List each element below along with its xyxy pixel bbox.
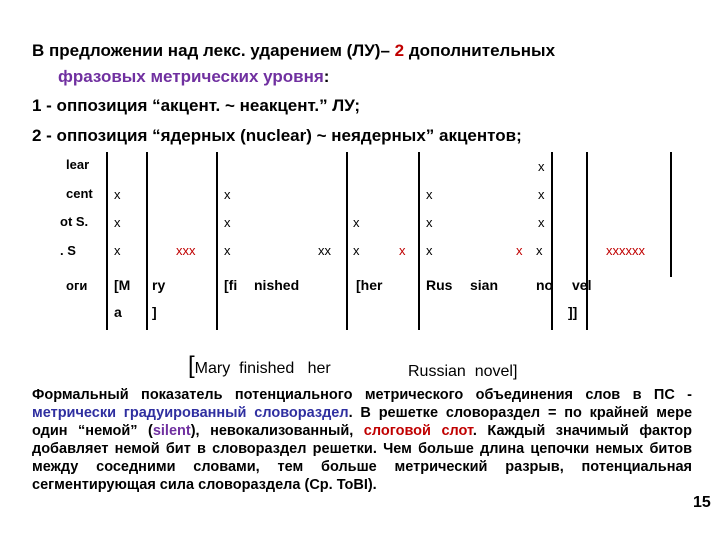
header-line-1-number: 2 — [394, 41, 405, 60]
grid-mark: x — [114, 243, 121, 258]
header-line-2 — [58, 67, 329, 87]
grid-mark: x — [353, 215, 360, 230]
grid-mark: x — [536, 243, 543, 258]
grid-mark: x — [426, 215, 433, 230]
paragraph-text: ), невокализованный, — [190, 423, 364, 439]
row-label: ot S. — [60, 214, 89, 229]
sentence-word: Mary — [194, 360, 231, 377]
paragraph-text: Формальный показатель потенциального метрического объединения слов в ПС - — [32, 387, 692, 403]
grid-mark: x — [224, 187, 231, 202]
grid-mark: xxxxxx — [606, 243, 645, 258]
grid-mark: xx — [318, 243, 331, 258]
paragraph-highlight: silent — [152, 423, 191, 439]
grid-line — [670, 152, 672, 277]
grid-mark: x — [538, 159, 545, 174]
grid-line — [586, 152, 588, 330]
grid-line — [551, 152, 553, 330]
header-line-2-end: : — [323, 67, 330, 86]
sentence-word: her — [307, 360, 331, 377]
grid-mark: x — [516, 243, 523, 258]
grid-mark: x — [538, 187, 545, 202]
sentence-word: novel] — [474, 363, 518, 380]
paragraph-text: . Каждый значимый фактор добавляет немой бит в словораздел решетки. Чем больше длина цепочки немых битов между соседними словами, тем больше метрический разрыв, потенциальная сегментирующая сила словораздела (Ср. ToBI). — [32, 423, 692, 493]
header-line-2-text: фразовых метрических уровня — [58, 67, 324, 86]
row-label: оги — [66, 278, 88, 293]
header-line-4: 2 - оппозиция “ядерных (nuclear) ~ неядерных” акцентов; — [32, 126, 522, 145]
metrical-grid — [60, 152, 672, 330]
grid-line — [418, 152, 420, 330]
grid-mark: x — [538, 215, 545, 230]
example-sentence-part2 — [408, 363, 517, 381]
syllable-token: sian — [470, 277, 499, 293]
grid-mark: x — [426, 243, 433, 258]
sentence-open-bracket: [ — [188, 352, 195, 379]
grid-line — [106, 152, 108, 330]
syllable-token: Rus — [426, 277, 453, 293]
syllable-token: [M — [114, 277, 131, 293]
grid-mark: x — [426, 187, 433, 202]
body-paragraph — [32, 386, 692, 494]
grid-mark: x — [353, 243, 360, 258]
page-number: 15 — [693, 494, 711, 511]
paragraph-highlight: слоговой слот — [363, 423, 473, 439]
syllable-token: vel — [572, 277, 592, 293]
grid-mark: x — [114, 187, 121, 202]
grid-mark: xxx — [176, 243, 196, 258]
sentence-word: finished — [239, 360, 295, 377]
header-line-3: 1 - оппозиция “акцент. ~ неакцент.” ЛУ; — [32, 96, 361, 115]
grid-line — [346, 152, 348, 330]
grid-mark: x — [224, 215, 231, 230]
header-line-1-end: дополнительных — [404, 41, 556, 60]
row-label: cent — [66, 186, 93, 201]
grid-mark: x — [399, 243, 406, 258]
syllable-token: ]] — [568, 304, 578, 320]
row-label: lear — [66, 157, 90, 172]
syllable-token: ] — [152, 304, 157, 320]
example-sentence — [188, 352, 331, 379]
paragraph-highlight: метрически градуированный словораздел — [32, 405, 349, 421]
grid-mark: x — [224, 243, 231, 258]
header-line-1-text: В предложении над лекс. ударением (ЛУ)– — [32, 41, 395, 60]
grid-line — [146, 152, 148, 330]
row-label: . S — [60, 243, 76, 258]
paragraph-text: . В решетке словораздел = по крайней мере один “немой” ( — [32, 405, 693, 439]
grid-mark: x — [114, 215, 121, 230]
sentence-word: Russian — [408, 363, 466, 380]
syllable-token: [fi — [224, 277, 238, 293]
syllable-token: no — [536, 277, 554, 293]
grid-line — [216, 152, 218, 330]
syllable-token: [her — [356, 277, 383, 293]
syllable-token: nished — [254, 277, 300, 293]
header-line-1 — [32, 41, 555, 61]
syllable-token: a — [114, 304, 122, 320]
syllable-token: ry — [152, 277, 166, 293]
